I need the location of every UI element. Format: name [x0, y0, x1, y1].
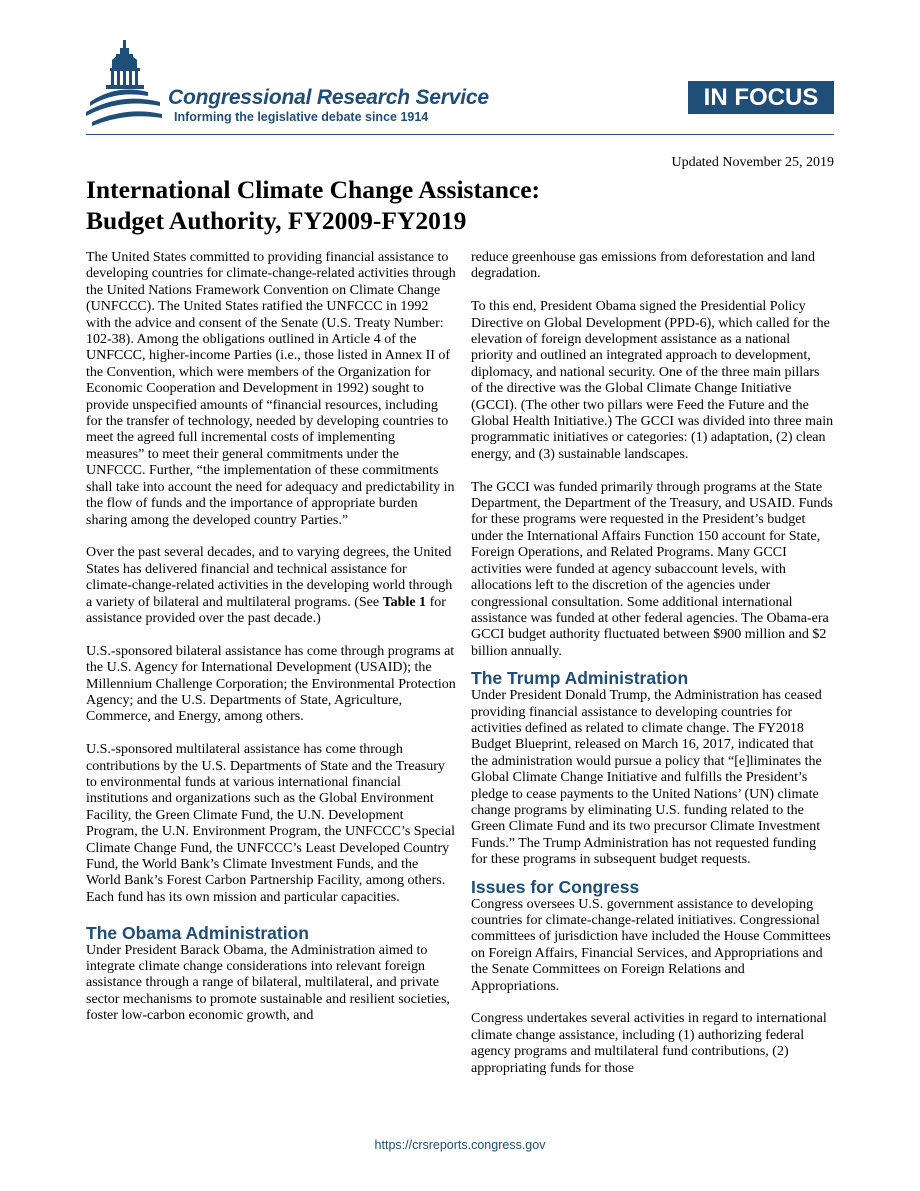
paragraph: Under President Barack Obama, the Administration aimed to integrate climate change considerations into relevant foreign assistance through a range of bilateral, multilateral, and private sector mechanisms to promote sustainable and resilient societies, foster low-carbon economic growth, and	[86, 942, 450, 1024]
paragraph: U.S.-sponsored multilateral assistance has come through contributions by the U.S. Departments of State and the Treasury to environmental funds at various international financial institutions and organizations such as the Global Environment Facility, the Green Climate Fund, the U.N. Development Program, the U.N. Environment Program, the UNFCCC’s Special Climate Change Fund, the UNFCCC’s Least Developed Country Fund, the World Bank’s Climate Investment Funds, and the World Bank’s Forest Carbon Partnership Facility, among others. Each fund has its own mission and particular capacities.	[86, 742, 456, 905]
paragraph: U.S.-sponsored bilateral assistance has come through programs at the U.S. Agency for International Development (USAID); the Millennium Challenge Corporation; the Environmental Protection Agency; and the U.S. Departments of State, Agriculture, Commerce, and Energy, among others.	[86, 643, 456, 725]
footer-url-link[interactable]: https://crsreports.congress.gov	[374, 1138, 546, 1152]
brand-name: Congressional Research Service	[168, 86, 489, 109]
paragraph-text: Over the past several decades, and to varying degrees, the United States has delivered financial and technical assistance for climate-change-related activities in the developing world through a variety of bilateral and multilateral programs. (See	[86, 545, 453, 610]
paragraph: Under President Donald Trump, the Administration has ceased providing financial assistance to developing countries for activities defined as related to climate change. The FY2018 Budget Blueprint, released on March 16, 2017, indicated that the administration would pursue a policy that “[e]liminates the Global Climate Change Initiative and fulfills the President’s pledge to cease payments to the United Nations’ (UN) climate change programs by eliminating U.S. funding related to the Green Climate Fund and its two precursor Climate Investment Funds.” The Trump Administration has not requested funding for these programs in subsequent budget requests.	[471, 688, 822, 868]
header-divider	[86, 134, 834, 135]
title-line-1: International Climate Change Assistance:	[86, 175, 541, 204]
title-line-2: Budget Authority, FY2009-FY2019	[86, 206, 467, 235]
brand-tagline: Informing the legislative debate since 1914	[174, 110, 429, 124]
paragraph: To this end, President Obama signed the Presidential Policy Directive on Global Development (PPD-6), which called for the elevation of foreign development assistance as a national priority and outlined an integrated approach to development, diplomacy, and national security. One of the three main pillars of the directive was the Global Climate Change Initiative (GCCI). (The other two pillars were Feed the Future and the Global Health Initiative.) The GCCI was divided into three main programmatic initiatives or categories: (1) adaptation, (2) clean energy, and (3) sustainable landscapes.	[471, 299, 834, 462]
paragraph: Congress oversees U.S. government assistance to developing countries for climate-change-related initiatives. Congressional committees of jurisdiction have included the House Committees on Foreign Affairs, Financial Services, and Appropriations and the Senate Committees on Foreign Relations and Appropriations.	[471, 896, 831, 994]
paragraph: The GCCI was funded primarily through programs at the State Department, the Department of the Treasury, and USAID. Funds for these programs were requested in the President’s budget under the International Affairs Function 150 account for State, Foreign Operations, and Related Programs. Many GCCI activities were funded at agency subaccount levels, with allocations left to the discretion of the agencies under congressional consultation. Some additional international assistance was funded at other federal agencies. The Obama-era GCCI budget authority fluctuated between $900 million and $2 billion annually.	[471, 479, 833, 659]
right-column	[471, 250, 834, 1093]
page-header	[0, 0, 920, 140]
paragraph-text: for assistance provided over the past decade.)	[86, 594, 446, 626]
table-reference: Table 1	[382, 594, 427, 610]
paragraph: reduce greenhouse gas emissions from deforestation and land degradation.	[471, 250, 816, 282]
left-column	[86, 250, 456, 1041]
paragraph: The United States committed to providing financial assistance to developing countries for climate-change-related activities through the United Nations Framework Convention on Climate Change (UNFCCC). The United States ratified the UNFCCC in 1992 with the advice and consent of the Senate (U.S. Treaty Number: 102-38). Among the obligations outlined in Article 4 of the UNFCCC, higher-income Parties (i.e., those listed in Annex II of the Convention, which were members of the Organization for Economic Cooperation and Development in 1992) sought to provide unspecified amounts of “financial resources, including for the transfer of technology, needed by developing countries to meet the agreed full incremental costs of implementing measures” to meet their general commitments under the UNFCCC. Further, “the implementation of these commitments shall take into account the need for adequacy and predictability in the flow of funds and the importance of appropriate burden sharing among the developed country Parties.”	[86, 250, 456, 528]
updated-date: Updated November 25, 2019	[671, 155, 834, 170]
section-heading-trump: The Trump Administration	[471, 668, 689, 689]
paragraph: Congress undertakes several activities in regard to international climate change assistance, including (1) authorizing federal agency programs and multilateral fund contributions, (2) appropriating funds for those	[471, 1011, 827, 1076]
paragraph	[86, 545, 456, 627]
section-heading-issues: Issues for Congress	[471, 876, 640, 897]
section-heading-obama: The Obama Administration	[86, 922, 309, 943]
capitol-dome-icon	[86, 40, 164, 130]
in-focus-badge: IN FOCUS	[688, 81, 834, 114]
page-title	[86, 174, 686, 236]
